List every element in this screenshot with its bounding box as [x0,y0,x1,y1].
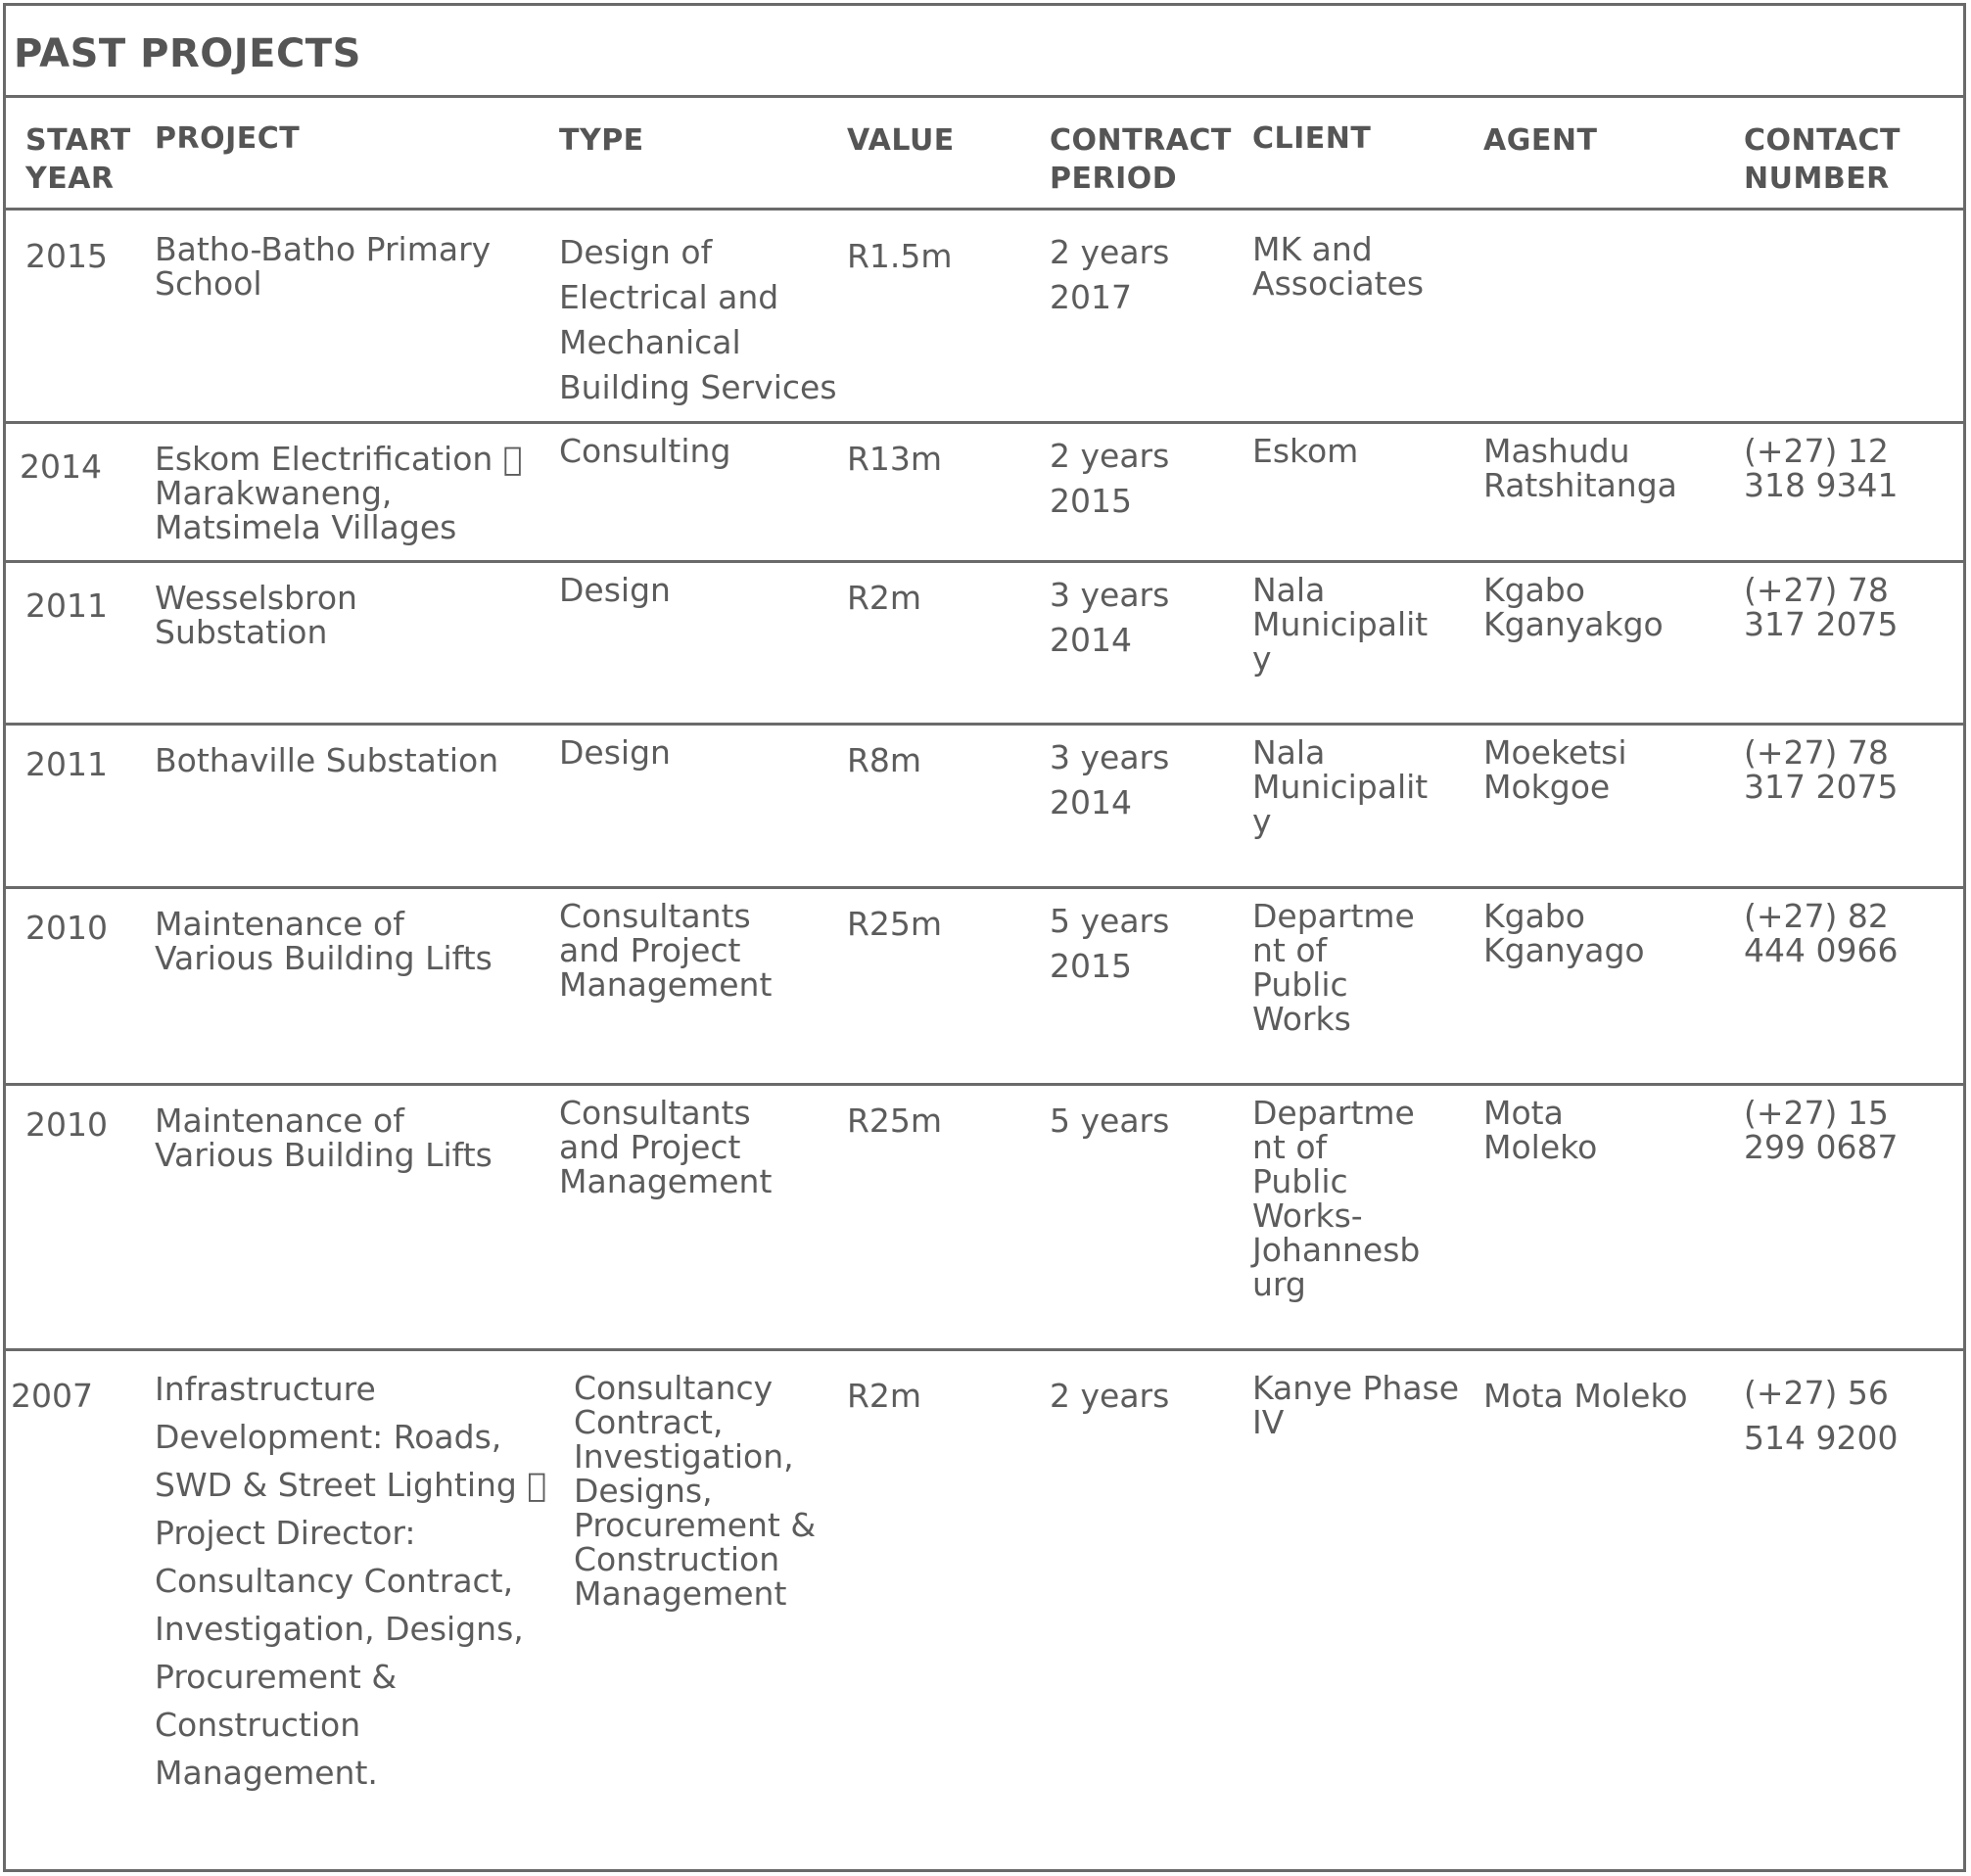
header-value: VALUE [847,123,955,158]
table-title-row [6,6,1963,98]
cell-contract-period: 2 years [1050,1377,1170,1415]
cell-contract-period: 3 years 2014 [1050,576,1170,659]
table-row [6,1086,1963,1351]
past-projects-table [3,3,1966,1872]
cell-start-year: 2014 [20,447,102,486]
cell-contact-number: (+27) 12 318 9341 [1744,432,1899,504]
cell-agent: Mota Moleko [1483,1094,1598,1166]
header-contract-period: CONTRACT PERIOD [1050,123,1232,196]
cell-type: Consultants and Project Management [559,1094,773,1200]
cell-agent: Mota Moleko [1483,1377,1688,1415]
cell-type: Design [559,571,671,609]
header-agent: AGENT [1483,123,1598,158]
cell-client: Kanye Phase IV [1252,1369,1460,1441]
cell-contract-period: 2 years 2017 [1050,233,1170,316]
table-row [6,726,1963,889]
cell-value: R8m [847,741,922,779]
cell-type: Design [559,733,671,772]
cell-type: Design of Electrical and Mechanical Building Services [559,233,837,406]
cell-project: Bothaville Substation [155,741,499,779]
cell-project: Wesselsbron Substation [155,579,357,651]
table-row [6,889,1963,1086]
cell-client: Departme nt of Public Works- Johannesb urg [1252,1094,1421,1303]
cell-value: R1.5m [847,237,953,275]
table-header-row [6,98,1963,211]
header-project: PROJECT [155,121,301,156]
cell-value: R25m [847,1102,943,1140]
header-client: CLIENT [1252,121,1372,156]
cell-project: Eskom Electrification Marakwaneng, Matsimela Villages [155,440,493,546]
cell-contract-period: 5 years 2015 [1050,902,1170,985]
cell-agent: Mashudu Ratshitanga [1483,432,1677,504]
cell-value: R2m [847,1377,922,1415]
cell-type: Consulting [559,432,731,470]
cell-type: Consultants and Project Management [559,897,773,1004]
cell-client: Nala Municipalit y [1252,571,1429,678]
cell-agent: Kgabo Kganyakgo [1483,571,1664,643]
cell-client: MK and Associates [1252,230,1425,303]
cell-contact-number: (+27) 78 317 2075 [1744,733,1899,806]
cell-client: Nala Municipalit y [1252,733,1429,840]
cell-value: R2m [847,579,922,617]
cell-agent: Kgabo Kganyago [1483,897,1645,969]
cell-type: Consultancy Contract, Investigation, Designs, Procurement & Construction Management [574,1369,817,1613]
cell-value: R25m [847,905,943,943]
cell-start-year: 2010 [25,909,108,947]
cell-agent: Moeketsi Mokgoe [1483,733,1627,806]
cell-project: Maintenance of Various Building Lifts [155,1102,493,1174]
table-row [6,563,1963,726]
cell-start-year: 2011 [25,745,108,783]
cell-start-year: 2010 [25,1105,108,1144]
header-start-year: START YEAR [25,123,131,196]
cell-contract-period: 5 years [1050,1102,1170,1140]
table-row [6,424,1963,563]
cell-contact-number: (+27) 82 444 0966 [1744,897,1899,969]
cell-project: Maintenance of Various Building Lifts [155,905,493,977]
cell-start-year: 2015 [25,237,108,275]
cell-project: Batho-Batho Primary School [155,230,492,303]
cell-start-year: 2011 [25,586,108,625]
cell-client: Departme nt of Public Works [1252,897,1415,1038]
cell-client: Eskom [1252,432,1359,470]
cell-contact-number: (+27) 56 514 9200 [1744,1374,1899,1457]
cell-value: R13m [847,440,943,478]
cell-start-year: 2007 [11,1377,93,1415]
cell-project: Infrastructure Development: Roads, SWD & Street Lighting Project Director: Consultancy Contract, Investigation, Designs, Procurement & Construction Management. [155,1370,524,1792]
header-contact-number: CONTACT NUMBER [1744,123,1901,196]
page-title: PAST PROJECTS [14,31,361,76]
cell-contact-number: (+27) 78 317 2075 [1744,571,1899,643]
header-type: TYPE [559,123,644,158]
cell-contract-period: 2 years 2015 [1050,437,1170,520]
cell-contract-period: 3 years 2014 [1050,738,1170,821]
table-row [6,1351,1963,1869]
cell-contact-number: (+27) 15 299 0687 [1744,1094,1899,1166]
table-row [6,211,1963,424]
